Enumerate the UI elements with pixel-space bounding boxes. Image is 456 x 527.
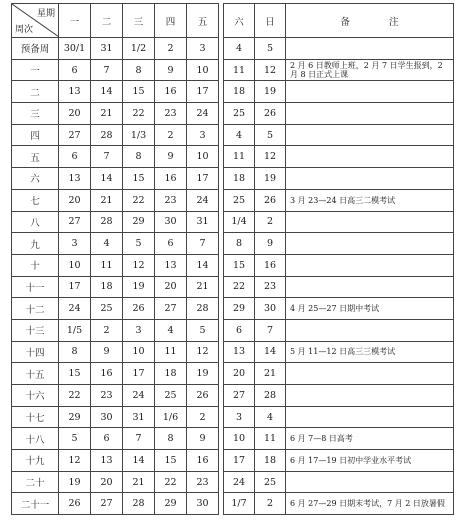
day-cell: 13 <box>91 450 123 472</box>
calendar-body <box>12 38 454 515</box>
week-number-cell: 十四 <box>12 341 59 363</box>
week-number-cell: 十 <box>12 254 59 276</box>
weekend-cell: 25 <box>224 189 255 211</box>
day-cell: 21 <box>91 103 123 125</box>
week-row <box>12 168 454 190</box>
weekend-cell: 29 <box>224 298 255 320</box>
week-row <box>12 276 454 298</box>
remark-cell: 6 月 17—19 日初中学业水平考试 <box>286 450 454 472</box>
day-cell: 24 <box>123 385 155 407</box>
week-row <box>12 471 454 493</box>
remark-cell <box>286 363 454 385</box>
day-cell: 20 <box>59 189 91 211</box>
weekend-cell: 12 <box>255 59 286 81</box>
day-cell: 18 <box>155 363 187 385</box>
weekend-cell: 20 <box>224 363 255 385</box>
remark-cell: 4 月 25—27 日期中考试 <box>286 298 454 320</box>
weekend-cell: 18 <box>224 81 255 103</box>
day-cell: 15 <box>123 168 155 190</box>
week-row <box>12 428 454 450</box>
week-row <box>12 103 454 125</box>
week-number-cell: 十七 <box>12 406 59 428</box>
day-cell: 3 <box>123 319 155 341</box>
day-cell: 26 <box>59 493 91 515</box>
week-number-cell: 五 <box>12 146 59 168</box>
day-cell: 17 <box>59 276 91 298</box>
week-row <box>12 341 454 363</box>
week-row <box>12 363 454 385</box>
day-cell: 26 <box>187 385 219 407</box>
day-cell: 27 <box>59 124 91 146</box>
weekend-cell: 21 <box>255 363 286 385</box>
weekend-cell: 8 <box>224 233 255 255</box>
remark-cell <box>286 146 454 168</box>
day-cell: 28 <box>123 493 155 515</box>
day-cell: 20 <box>155 276 187 298</box>
day-cell: 29 <box>123 211 155 233</box>
school-calendar <box>11 3 453 515</box>
week-row <box>12 124 454 146</box>
week-number-cell: 二十一 <box>12 493 59 515</box>
day-cell: 13 <box>59 81 91 103</box>
day-cell: 1/5 <box>59 319 91 341</box>
week-number-cell: 八 <box>12 211 59 233</box>
day-cell: 24 <box>187 189 219 211</box>
header-row <box>12 4 454 38</box>
weekend-cell: 16 <box>255 254 286 276</box>
weekend-cell: 19 <box>255 81 286 103</box>
week-number-cell: 预备周 <box>12 38 59 60</box>
weekend-cell: 25 <box>224 103 255 125</box>
weekend-cell: 6 <box>224 319 255 341</box>
week-number-cell: 十九 <box>12 450 59 472</box>
weekend-cell: 17 <box>224 450 255 472</box>
day-cell: 7 <box>187 233 219 255</box>
remark-cell: 5 月 11—12 日高三三模考试 <box>286 341 454 363</box>
day-cell: 3 <box>187 124 219 146</box>
remark-cell <box>286 81 454 103</box>
weekend-cell: 1/7 <box>224 493 255 515</box>
remark-cell <box>286 38 454 60</box>
day-cell: 5 <box>187 319 219 341</box>
week-number-cell: 十三 <box>12 319 59 341</box>
day-cell: 27 <box>155 298 187 320</box>
day-cell: 21 <box>123 471 155 493</box>
week-number-cell: 二 <box>12 81 59 103</box>
day-cell: 8 <box>123 146 155 168</box>
day-cell: 14 <box>91 81 123 103</box>
day-cell: 15 <box>59 363 91 385</box>
remark-cell <box>286 168 454 190</box>
day-cell: 16 <box>155 168 187 190</box>
day-cell: 28 <box>91 211 123 233</box>
day-cell: 1/2 <box>123 38 155 60</box>
week-row <box>12 298 454 320</box>
day-cell: 10 <box>59 254 91 276</box>
week-row <box>12 319 454 341</box>
day-cell: 25 <box>155 385 187 407</box>
weekend-cell: 11 <box>255 428 286 450</box>
week-row <box>12 189 454 211</box>
remark-cell <box>286 103 454 125</box>
remark-cell <box>286 406 454 428</box>
week-number-cell: 三 <box>12 103 59 125</box>
day-cell: 29 <box>59 406 91 428</box>
day-cell: 27 <box>59 211 91 233</box>
header-day: 五 <box>187 4 219 38</box>
day-cell: 30/1 <box>59 38 91 60</box>
day-cell: 12 <box>123 254 155 276</box>
day-cell: 22 <box>155 471 187 493</box>
day-cell: 16 <box>155 81 187 103</box>
day-cell: 4 <box>155 319 187 341</box>
day-cell: 2 <box>155 38 187 60</box>
calendar-table <box>11 3 454 515</box>
remark-cell <box>286 319 454 341</box>
day-cell: 7 <box>91 146 123 168</box>
day-cell: 7 <box>91 59 123 81</box>
day-cell: 5 <box>59 428 91 450</box>
header-day: 二 <box>91 4 123 38</box>
day-cell: 23 <box>187 471 219 493</box>
day-cell: 30 <box>91 406 123 428</box>
day-cell: 24 <box>59 298 91 320</box>
day-cell: 24 <box>187 103 219 125</box>
header-day: 一 <box>59 4 91 38</box>
day-cell: 6 <box>155 233 187 255</box>
day-cell: 23 <box>155 103 187 125</box>
weekend-cell: 2 <box>255 211 286 233</box>
weekend-cell: 3 <box>224 406 255 428</box>
weekend-cell: 18 <box>255 450 286 472</box>
day-cell: 12 <box>59 450 91 472</box>
header-remark: 备 注 <box>286 4 454 38</box>
day-cell: 6 <box>91 428 123 450</box>
header-day: 三 <box>123 4 155 38</box>
remark-cell: 3 月 23—24 日高三二模考试 <box>286 189 454 211</box>
weekend-cell: 26 <box>255 103 286 125</box>
day-cell: 12 <box>187 341 219 363</box>
remark-cell <box>286 124 454 146</box>
day-cell: 8 <box>155 428 187 450</box>
day-cell: 14 <box>187 254 219 276</box>
weekend-cell: 22 <box>224 276 255 298</box>
week-row <box>12 211 454 233</box>
weekend-cell: 15 <box>224 254 255 276</box>
remark-cell <box>286 233 454 255</box>
remark-cell <box>286 471 454 493</box>
day-cell: 21 <box>91 189 123 211</box>
day-cell: 20 <box>91 471 123 493</box>
week-number-cell: 六 <box>12 168 59 190</box>
day-cell: 29 <box>155 493 187 515</box>
weekend-cell: 11 <box>224 59 255 81</box>
week-number-cell: 四 <box>12 124 59 146</box>
week-row <box>12 450 454 472</box>
header-day: 日 <box>255 4 286 38</box>
day-cell: 19 <box>187 363 219 385</box>
day-cell: 10 <box>187 59 219 81</box>
day-cell: 17 <box>187 168 219 190</box>
day-cell: 15 <box>155 450 187 472</box>
weekend-cell: 1/4 <box>224 211 255 233</box>
day-cell: 16 <box>187 450 219 472</box>
week-number-cell: 十五 <box>12 363 59 385</box>
weekend-cell: 25 <box>255 471 286 493</box>
week-number-cell: 二十 <box>12 471 59 493</box>
day-cell: 19 <box>123 276 155 298</box>
remark-cell <box>286 385 454 407</box>
day-cell: 28 <box>187 298 219 320</box>
day-cell: 25 <box>91 298 123 320</box>
week-row <box>12 59 454 81</box>
weekend-cell: 19 <box>255 168 286 190</box>
weekend-cell: 14 <box>255 341 286 363</box>
day-cell: 5 <box>123 233 155 255</box>
day-cell: 9 <box>155 59 187 81</box>
weekend-cell: 24 <box>224 471 255 493</box>
week-number-cell: 九 <box>12 233 59 255</box>
day-cell: 23 <box>155 189 187 211</box>
day-cell: 27 <box>91 493 123 515</box>
week-row <box>12 254 454 276</box>
day-cell: 2 <box>155 124 187 146</box>
week-number-cell: 十二 <box>12 298 59 320</box>
header-day: 六 <box>224 4 255 38</box>
week-number-cell: 十六 <box>12 385 59 407</box>
day-cell: 13 <box>59 168 91 190</box>
remark-cell <box>286 276 454 298</box>
day-cell: 31 <box>91 38 123 60</box>
weekend-cell: 10 <box>224 428 255 450</box>
day-cell: 3 <box>59 233 91 255</box>
day-cell: 31 <box>123 406 155 428</box>
week-row <box>12 233 454 255</box>
day-cell: 22 <box>123 103 155 125</box>
day-cell: 17 <box>123 363 155 385</box>
day-cell: 15 <box>123 81 155 103</box>
week-row <box>12 406 454 428</box>
weekend-cell: 13 <box>224 341 255 363</box>
remark-cell: 2 月 6 日教师上班，2 月 7 日学生报到，2 月 8 日正式上课 <box>286 59 454 81</box>
weekend-cell: 12 <box>255 146 286 168</box>
weekend-cell: 18 <box>224 168 255 190</box>
weekend-cell: 30 <box>255 298 286 320</box>
day-cell: 17 <box>187 81 219 103</box>
day-cell: 16 <box>91 363 123 385</box>
weekend-cell: 4 <box>224 38 255 60</box>
weekend-cell: 4 <box>224 124 255 146</box>
day-cell: 11 <box>91 254 123 276</box>
weekend-cell: 28 <box>255 385 286 407</box>
weekend-cell: 23 <box>255 276 286 298</box>
weekend-cell: 9 <box>255 233 286 255</box>
day-cell: 26 <box>123 298 155 320</box>
remark-cell: 6 月 7—8 日高考 <box>286 428 454 450</box>
corner-week-label: 周次 <box>15 25 34 35</box>
weekend-cell: 27 <box>224 385 255 407</box>
day-cell: 30 <box>155 211 187 233</box>
day-cell: 30 <box>187 493 219 515</box>
day-cell: 23 <box>91 385 123 407</box>
day-cell: 2 <box>91 319 123 341</box>
day-cell: 10 <box>123 341 155 363</box>
weekend-cell: 5 <box>255 124 286 146</box>
day-cell: 14 <box>123 450 155 472</box>
corner-header <box>12 4 59 38</box>
remark-cell <box>286 211 454 233</box>
day-cell: 18 <box>91 276 123 298</box>
day-cell: 19 <box>59 471 91 493</box>
week-number-cell: 一 <box>12 59 59 81</box>
day-cell: 2 <box>187 406 219 428</box>
header-day: 四 <box>155 4 187 38</box>
remark-cell <box>286 254 454 276</box>
day-cell: 1/6 <box>155 406 187 428</box>
week-row <box>12 38 454 60</box>
corner-weekday-label: 星期 <box>36 9 55 19</box>
weekend-cell: 11 <box>224 146 255 168</box>
day-cell: 11 <box>155 341 187 363</box>
day-cell: 9 <box>187 428 219 450</box>
day-cell: 9 <box>91 341 123 363</box>
day-cell: 4 <box>91 233 123 255</box>
weekend-cell: 4 <box>255 406 286 428</box>
day-cell: 31 <box>187 211 219 233</box>
day-cell: 13 <box>155 254 187 276</box>
day-cell: 8 <box>123 59 155 81</box>
day-cell: 6 <box>59 59 91 81</box>
weekend-cell: 2 <box>255 493 286 515</box>
weekend-cell: 26 <box>255 189 286 211</box>
day-cell: 8 <box>59 341 91 363</box>
day-cell: 20 <box>59 103 91 125</box>
day-cell: 7 <box>123 428 155 450</box>
remark-cell: 6 月 27—29 日期末考试，7 月 2 日放暑假 <box>286 493 454 515</box>
week-row <box>12 385 454 407</box>
week-number-cell: 十一 <box>12 276 59 298</box>
day-cell: 22 <box>59 385 91 407</box>
weekend-cell: 5 <box>255 38 286 60</box>
day-cell: 14 <box>91 168 123 190</box>
week-number-cell: 十八 <box>12 428 59 450</box>
week-number-cell: 七 <box>12 189 59 211</box>
day-cell: 21 <box>187 276 219 298</box>
day-cell: 3 <box>187 38 219 60</box>
day-cell: 1/3 <box>123 124 155 146</box>
day-cell: 28 <box>91 124 123 146</box>
week-row <box>12 81 454 103</box>
weekend-cell: 7 <box>255 319 286 341</box>
day-cell: 10 <box>187 146 219 168</box>
day-cell: 6 <box>59 146 91 168</box>
week-row <box>12 493 454 515</box>
week-row <box>12 146 454 168</box>
day-cell: 22 <box>123 189 155 211</box>
day-cell: 9 <box>155 146 187 168</box>
